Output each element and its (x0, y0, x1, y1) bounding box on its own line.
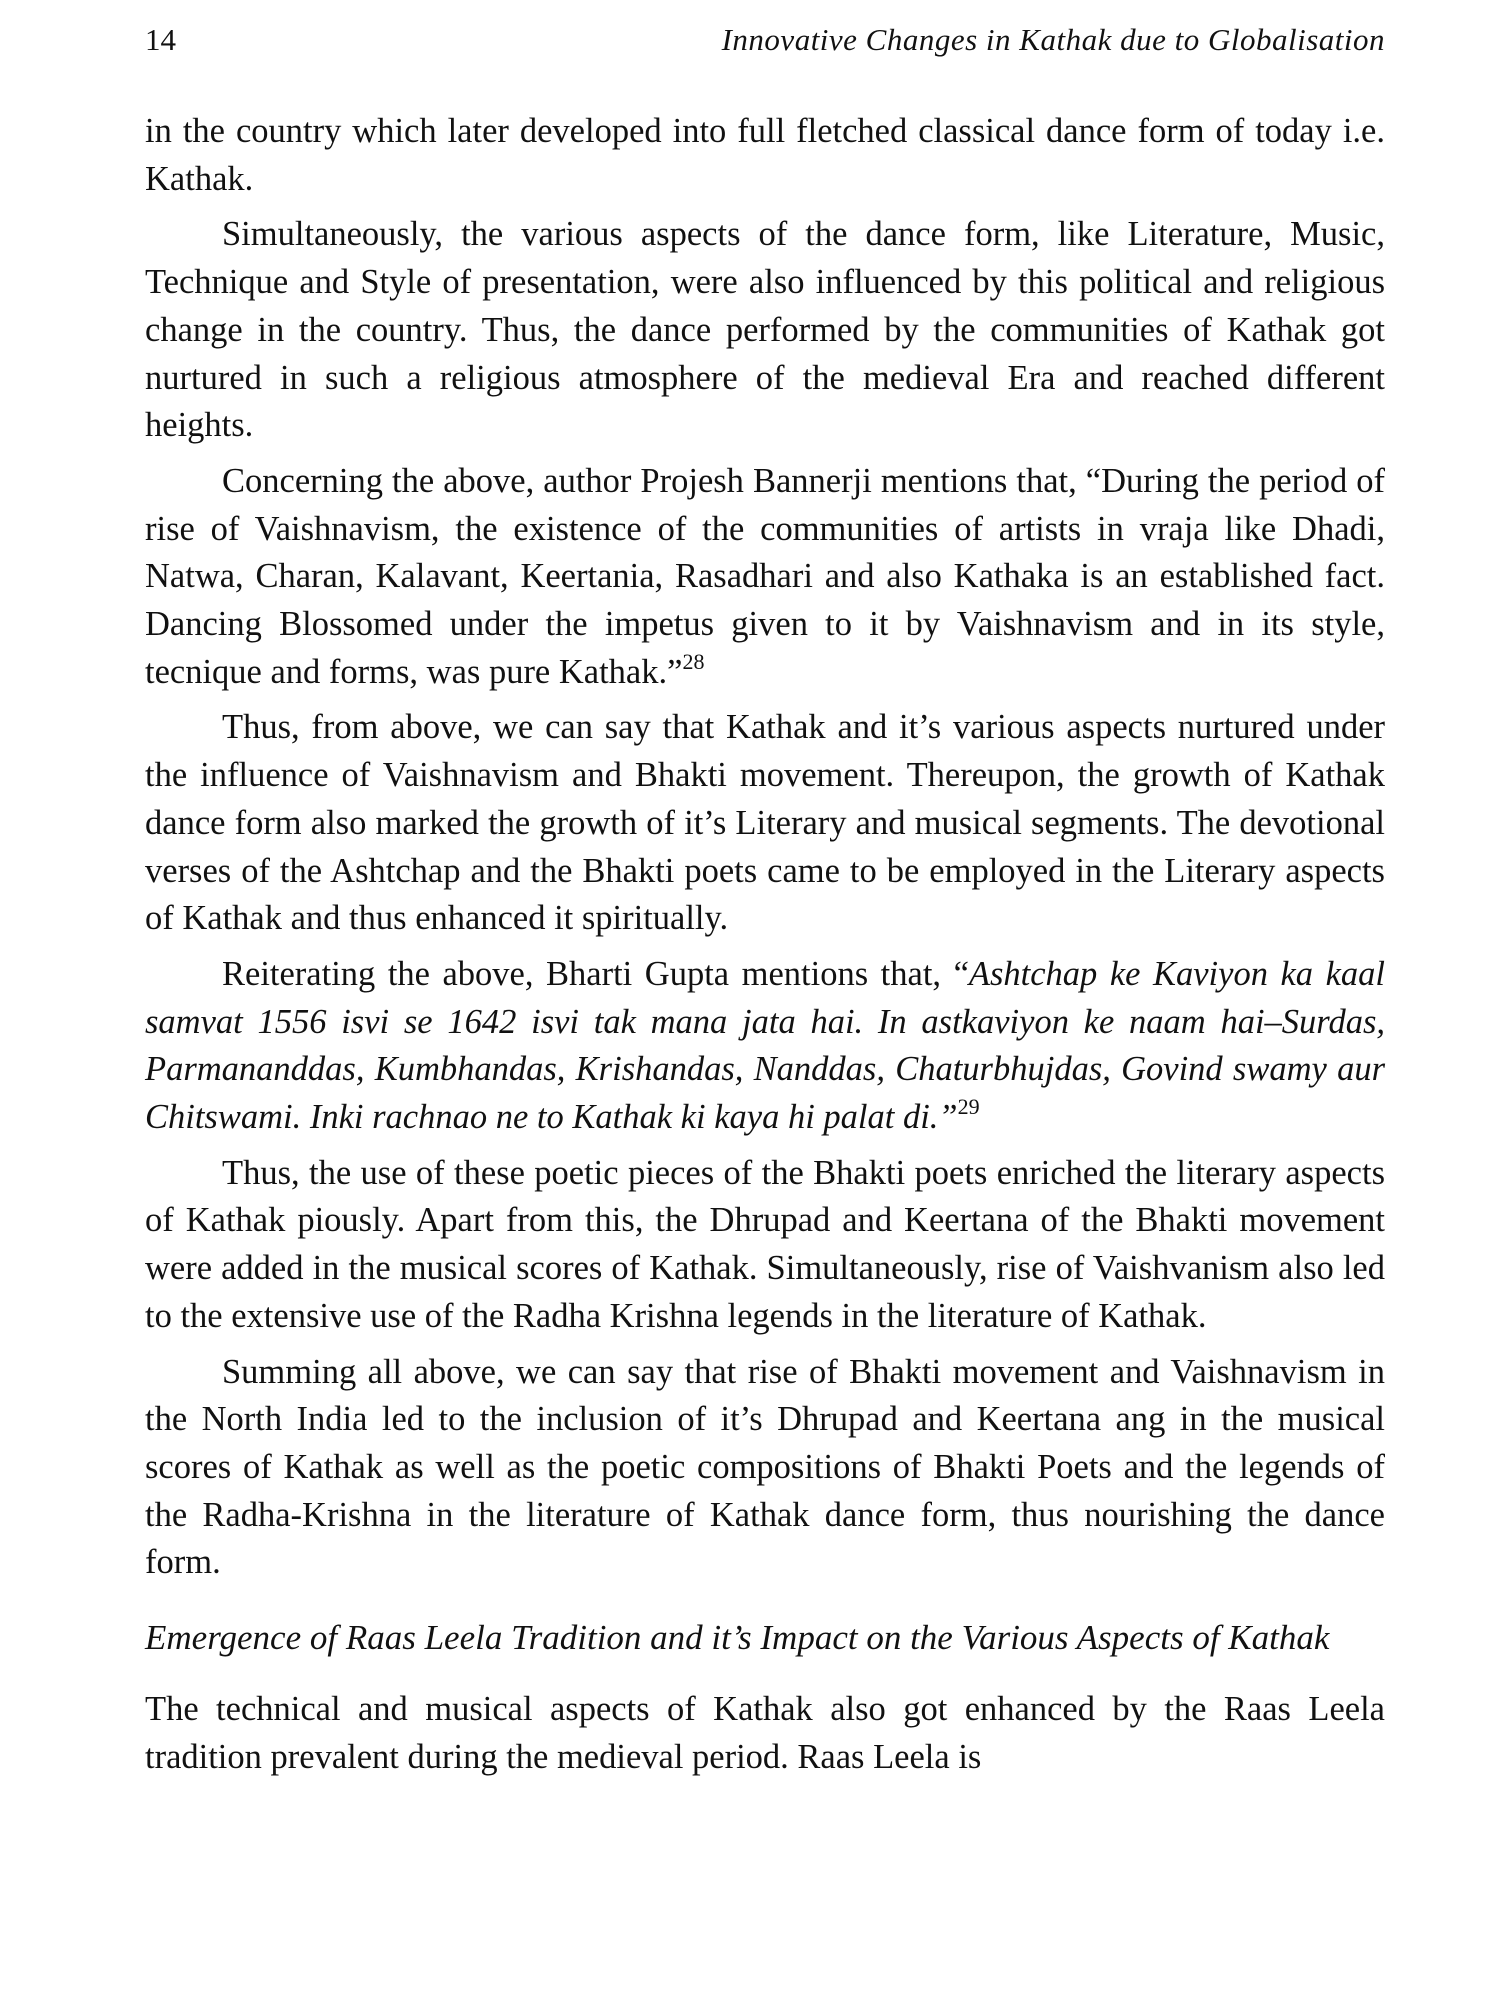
page-header (145, 22, 1385, 70)
paragraph: Thus, the use of these poetic pieces of the Bhakti poets enriched the literary aspects of Kathak piously. Apart from this, the Dhrupad and Keertana of the Bhakti movement were added in the musical scores of Kathak. Simultaneously, rise of Vaishvanism also led to the extensive use of the Radha Krishna legends in the literature of Kathak. (145, 1153, 1385, 1335)
page-body (145, 108, 1385, 1782)
paragraph: Summing all above, we can say that rise of Bhakti movement and Vaishnavism in the North India led to the inclusion of it’s Dhrupad and Keertana ang in the musical scores of Kathak as well as the poetic compositions of Bhakti Poets and the legends of the Radha-Krishna in the literature of Kathak dance form, thus nourishing the dance form. (145, 1352, 1385, 1582)
italic-quote: Ashtchap ke Kaviyon ka kaal samvat 1556 isvi se 1642 isvi tak mana jata hai. In astkaviyon ke naam hai–Surdas, Parmananddas, Kumbhandas, Krishandas, Nanddas, Chaturbhujdas, Govind swamy aur Chitswami. Inki rachnao ne to Kathak ki kaya hi palat di.” (145, 954, 1385, 1137)
paragraph: Thus, from above, we can say that Kathak and it’s various aspects nurtured under the influence of Vaishnavism and Bhakti movement. Thereupon, the growth of Kathak dance form also marked the growth of it’s Literary and musical segments. The devotional verses of the Ashtchap and the Bhakti poets came to be employed in the Literary aspects of Kathak and thus enhanced it spiritually. (145, 708, 1385, 938)
paragraph-lead-text: Reiterating the above, Bharti Gupta mentions that, “ (222, 954, 969, 993)
page-number: 14 (145, 22, 176, 57)
paragraph: Simultaneously, the various aspects of the dance form, like Literature, Music, Technique and Style of presentation, were also influenced by this political and religious change in the country. Thus, the dance performed by the communities of Kathak got nurtured in such a religious atmosphere of the medieval Era and reached different heights. (145, 215, 1385, 445)
paragraph-quote-bannerji (145, 458, 1385, 697)
section-paragraph: The technical and musical aspects of Kathak also got enhanced by the Raas Leela tradition prevalent during the medieval period. Raas Leela is (145, 1690, 1385, 1776)
running-title: Innovative Changes in Kathak due to Globalisation (721, 22, 1385, 57)
section-heading: Emergence of Raas Leela Tradition and it’s Impact on the Various Aspects of Kathak (145, 1618, 1330, 1658)
footnote-marker: 28 (682, 648, 705, 674)
paragraph-text: Concerning the above, author Projesh Bannerji mentions that, “During the period of rise of Vaishnavism, the existence of the communities of artists in vraja like Dhadi, Natwa, Charan, Kalavant, Keertania, Rasadhari and also Kathaka is an established fact. Dancing Blossomed under the impetus given to it by Vaishnavism and in its style, tecnique and forms, was pure Kathak.” (145, 461, 1385, 691)
footnote-marker: 29 (957, 1094, 980, 1120)
paragraph-quote-gupta (145, 951, 1385, 1142)
paragraph-continued: in the country which later developed into full fletched classical dance form of today i.e. Kathak. (145, 112, 1385, 198)
